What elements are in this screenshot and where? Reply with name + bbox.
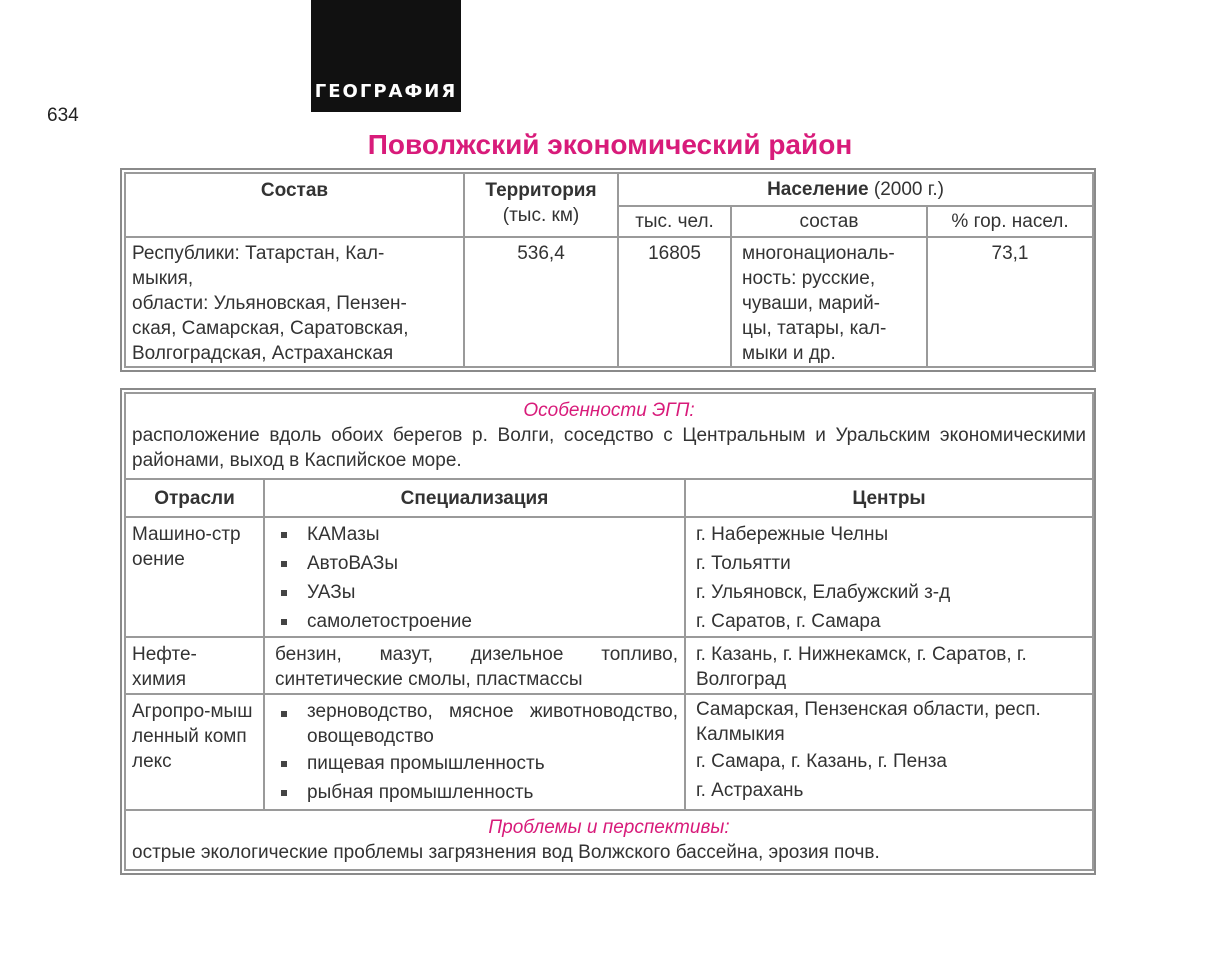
- branch-agro-industrial: Агропро-мышленный комплекс: [125, 694, 264, 810]
- page-number: 634: [47, 105, 79, 126]
- composition-line: области: Ульяновская, Пензен-: [132, 293, 407, 314]
- problems-cell: [125, 810, 1093, 870]
- ethnic-line: цы, татары, кал-: [742, 318, 887, 339]
- composition-line: ская, Самарская, Саратовская,: [132, 318, 409, 339]
- ethnic-cell: [731, 237, 927, 367]
- header-composition: Состав: [125, 173, 464, 237]
- center-item: г. Ульяновск, Елабужский з-д: [696, 582, 951, 603]
- specialization-item: КАМазы: [271, 520, 678, 549]
- center-item: г. Тольятти: [696, 553, 791, 574]
- agro-specialization-cell: [264, 694, 685, 810]
- ethnic-line: мыки и др.: [742, 343, 836, 364]
- subheader-urban: % гор. насел.: [927, 206, 1093, 237]
- header-centers: Центры: [685, 479, 1093, 517]
- egp-cell: [125, 393, 1093, 479]
- problems-text: острые экологические проблемы загрязнения вод Волжского бассейна, эрозия почв.: [132, 842, 880, 863]
- center-item: Самарская, Пензенская области, респ. Калмыкия: [696, 699, 1041, 745]
- egp-text: расположение вдоль обоих берегов р. Волги, соседство с Центральным и Уральским экономическими районами, выход в Каспийское море.: [132, 425, 1087, 471]
- egp-heading: Особенности ЭГП:: [523, 400, 695, 421]
- header-branches: Отрасли: [125, 479, 264, 517]
- composition-line: Волгоградская, Астраханская: [132, 343, 394, 364]
- specialization-item: пищевая промышленность: [271, 749, 678, 778]
- ethnic-line: ность: русские,: [742, 268, 876, 289]
- branch-petrochemistry: Нефте-химия: [125, 637, 264, 694]
- subheader-composition: состав: [731, 206, 927, 237]
- petrochemistry-specialization: бензин, мазут, дизельное топливо, синтетические смолы, пластмассы: [264, 637, 685, 694]
- branch-machine-building: Машино-строение: [125, 517, 264, 637]
- composition-cell: [125, 237, 464, 367]
- agro-centers-cell: [685, 694, 1093, 810]
- header-territory: [464, 173, 618, 237]
- population-value: 16805: [618, 237, 731, 367]
- specialization-item: рыбная промышленность: [271, 778, 678, 807]
- center-item: г. Набережные Челны: [696, 524, 889, 545]
- composition-table: [124, 172, 1094, 368]
- specialization-item: УАЗы: [271, 578, 678, 607]
- center-item: г. Саратов, г. Самара: [696, 611, 881, 632]
- centers-cell: [685, 517, 1093, 637]
- petrochemistry-centers: г. Казань, г. Нижнекамск, г. Саратов, г. Волгоград: [685, 637, 1093, 694]
- economy-table: [124, 392, 1094, 871]
- page-title: Поволжский экономический район: [367, 129, 853, 160]
- specialization-item: самолетостроение: [271, 607, 678, 636]
- composition-line: Республики: Татарстан, Кал-: [132, 243, 385, 264]
- specialization-cell: [264, 517, 685, 637]
- header-territory-label: Территория: [485, 180, 597, 201]
- section-header-label: ГЕОГРАФИЯ: [314, 81, 458, 102]
- center-item: г. Астрахань: [696, 780, 804, 801]
- ethnic-line: чуваши, марий-: [742, 293, 881, 314]
- specialization-item: зерноводство, мясное животноводство, овощеводство: [271, 699, 678, 749]
- center-item: г. Самара, г. Казань, г. Пенза: [696, 751, 947, 772]
- header-specialization: Специализация: [264, 479, 685, 517]
- subheader-thousand: тыс. чел.: [618, 206, 731, 237]
- problems-heading: Проблемы и перспективы:: [488, 817, 730, 838]
- ethnic-line: многонациональ-: [742, 243, 895, 264]
- urban-percent-value: 73,1: [927, 237, 1093, 367]
- header-population: [618, 173, 1093, 206]
- header-population-label: Население: [767, 179, 869, 200]
- specialization-item: АвтоВАЗы: [271, 549, 678, 578]
- header-population-year: (2000 г.): [873, 179, 944, 200]
- header-territory-unit: (тыс. км): [502, 205, 580, 226]
- composition-line: мыкия,: [132, 268, 194, 289]
- territory-value: 536,4: [464, 237, 618, 367]
- section-header-block: [311, 0, 461, 112]
